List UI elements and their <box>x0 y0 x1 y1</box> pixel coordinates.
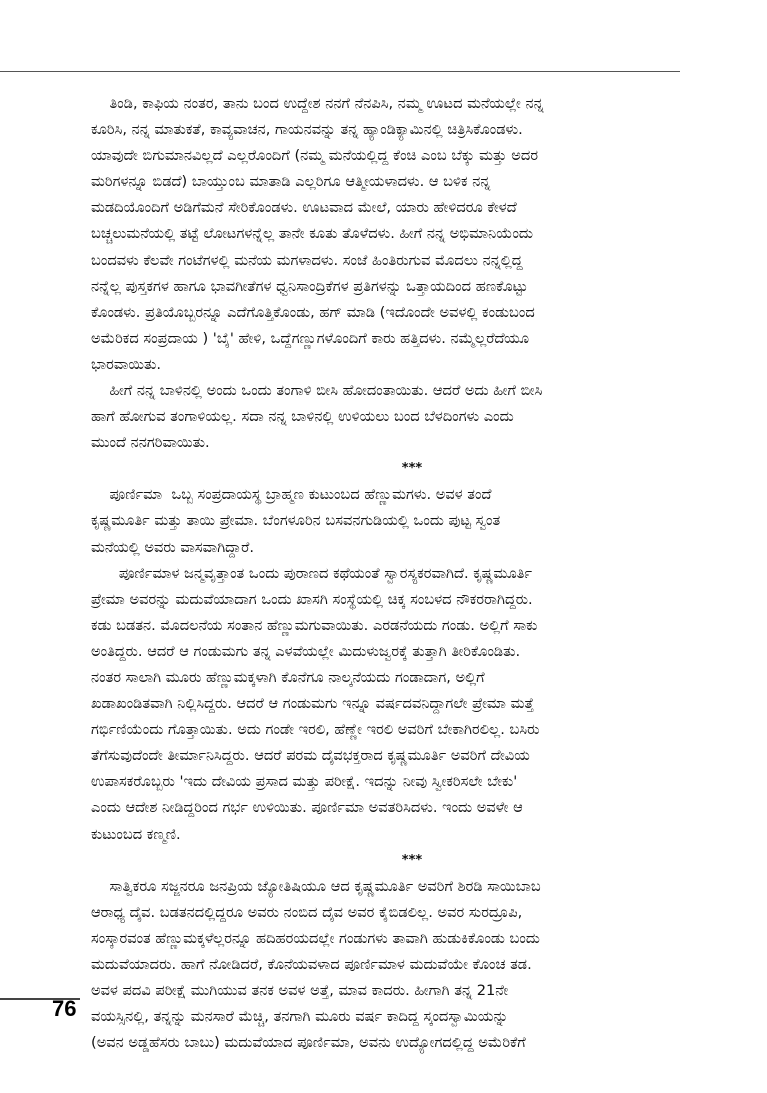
text-line: ಕೊಂಡಳು. ಪ್ರತಿಯೊಬ್ಬರನ್ನೂ ಎದೆಗೊತ್ತಿಕೊಂಡು, ಹಗ್ ಮಾಡಿ (ಇದೊಂದೇ ಅವಳಲ್ಲಿ ಕಂಡುಬಂದ <box>91 303 535 321</box>
text-line: ಪ್ರೇಮಾ ಅವರನ್ನು ಮದುವೆಯಾದಾಗ ಒಂದು ಖಾಸಗಿ ಸಂಸ್ಥೆಯಲ್ಲಿ ಚಿಕ್ಕ ಸಂಬಳದ ನೌಕರರಾಗಿದ್ದರು. <box>91 590 533 608</box>
text-line: ಭಾರವಾಯಿತು. <box>91 355 162 373</box>
text-line: ಆರಾಧ್ಯ ದೈವ. ಬಡತನದಲ್ಲಿದ್ದರೂ ಅವರು ನಂಬಿದ ದೈವ ಅವರ ಕೈಬಿಡಲಿಲ್ಲ. ಅವರ ಸುರದ್ರೂಪಿ, <box>91 903 523 921</box>
text-line: ಹೀಗೆ ನನ್ನ ಬಾಳಿನಲ್ಲಿ ಅಂದು ಒಂದು ತಂಗಾಳಿ ಬೀಸಿ ಹೋದಂತಾಯಿತು. ಆದರೆ ಅದು ಹೀಗೆ ಬೀಸಿ <box>91 382 543 400</box>
text-line: ಪೂರ್ಣಿಮಾ ಒಬ್ಬ ಸಂಪ್ರದಾಯಸ್ಥ ಬ್ರಾಹ್ಮಣ ಕುಟುಂಬದ ಹೆಣ್ಣುಮಗಳು. ಅವಳ ತಂದೆ <box>91 486 492 504</box>
text-line: ಮುಂದೆ ನನಗರಿವಾಯಿತು. <box>91 434 210 452</box>
text-line: ಎಂದು ಆದೇಶ ನೀಡಿದ್ದರಿಂದ ಗರ್ಭ ಉಳಿಯಿತು. ಪೂರ್ಣಿಮಾ ಅವತರಿಸಿದಳು. ಇಂದು ಅವಳೇ ಆ <box>91 799 523 817</box>
text-line: ತಿಂಡಿ, ಕಾಫಿಯ ನಂತರ, ತಾನು ಬಂದ ಉದ್ದೇಶ ನನಗೆ ನೆನಪಿಸಿ, ನಮ್ಮ ಊಟದ ಮನೆಯಲ್ಲೇ ನನ್ನ <box>91 95 544 112</box>
text-line: ಸಂಸ್ಕಾರವಂತ ಹೆಣ್ಣುಮಕ್ಕಳೆಲ್ಲರನ್ನೂ ಹದಿಹರಯದಲ್ಲೇ ಗಂಡುಗಳು ತಾವಾಗಿ ಹುಡುಕಿಕೊಂಡು ಬಂದು <box>91 929 540 947</box>
text-line: ಅಮೆರಿಕದ ಸಂಪ್ರದಾಯ ) 'ಬೈ' ಹೇಳಿ, ಒದ್ದೆಗಣ್ಣುಗಳೊಂದಿಗೆ ಕಾರು ಹತ್ತಿದಳು. ನಮ್ಮೆಲ್ಲರೆದೆಯೂ <box>91 329 530 347</box>
text-line: ವಯಸ್ಸಿನಲ್ಲಿ, ತನ್ನನ್ನು ಮನಸಾರೆ ಮೆಚ್ಚಿ, ತನಗಾಗಿ ಮೂರು ವರ್ಷ ಕಾದಿದ್ದ ಸ್ಕಂದಸ್ವಾಮಿಯನ್ನು <box>91 1008 509 1026</box>
text-line: ಬಂದವಳು ಕೆಲವೇ ಗಂಟೆಗಳಲ್ಲಿ ಮನೆಯ ಮಗಳಾದಳು. ಸಂಜೆ ಹಿಂತಿರುಗುವ ಮೊದಲು ನನ್ನಲ್ಲಿದ್ದ <box>91 251 523 269</box>
section-separator: *** <box>401 852 423 868</box>
text-line: ಕುಟುಂಬದ ಕಣ್ಮಣಿ. <box>91 825 181 843</box>
text-line: ಯಾವುದೇ ಬಿಗುಮಾನವಿಲ್ಲದೆ ಎಲ್ಲರೊಂದಿಗೆ (ನಮ್ಮ ಮನೆಯಲ್ಲಿದ್ದ ಕೆಂಚಿ ಎಂಬ ಬೆಕ್ಕು ಮತ್ತು ಅದರ <box>91 147 539 165</box>
header-rule <box>0 71 680 72</box>
text-line: ಮಡದಿಯೊಂದಿಗೆ ಅಡಿಗೆಮನೆ ಸೇರಿಕೊಂಡಳು. ಊಟವಾದ ಮೇಲೆ, ಯಾರು ಹೇಳಿದರೂ ಕೇಳದೆ <box>91 199 517 217</box>
text-line: ಪೂರ್ಣಿಮಾಳ ಜನ್ಮವೃತ್ತಾಂತ ಒಂದು ಪುರಾಣದ ಕಥೆಯಂತೆ ಸ್ವಾರಸ್ಯಕರವಾಗಿದೆ. ಕೃಷ್ಣಮೂರ್ತಿ <box>91 564 533 582</box>
paragraph <box>91 91 673 378</box>
text-line: ಬಚ್ಚಲುಮನೆಯಲ್ಲಿ ತಟ್ಟೆ ಲೋಟಗಳನ್ನೆಲ್ಲ ತಾನೇ ಕೂತು ತೊಳೆದಳು. ಹೀಗೆ ನನ್ನ ಅಭಿಮಾನಿಯೆಂದು <box>91 225 534 243</box>
text-line: ಸಾತ್ವಿಕರೂ ಸಜ್ಜನರೂ ಜನಪ್ರಿಯ ಜ್ಯೋತಿಷಿಯೂ ಆದ ಕೃಷ್ಣಮೂರ್ತಿ ಅವರಿಗೆ ಶಿರಡಿ ಸಾಯಿಬಾಬ <box>91 877 541 895</box>
text-line: ತೆಗೆಸುವುದೆಂದೇ ತೀರ್ಮಾನಿಸಿದ್ದರು. ಆದರೆ ಪರಮ ದೈವಭಕ್ತರಾದ ಕೃಷ್ಣಮೂರ್ತಿ ಅವರಿಗೆ ದೇವಿಯ <box>91 747 530 765</box>
text-line: ಅಂತಿದ್ದರು. ಆದರೆ ಆ ಗಂಡುಮಗು ತನ್ನ ಎಳವೆಯಲ್ಲೇ ಮಿದುಳುಜ್ವರಕ್ಕೆ ತುತ್ತಾಗಿ ತೀರಿಕೊಂಡಿತು. <box>91 642 521 660</box>
text-line: ನಂತರ ಸಾಲಾಗಿ ಮೂರು ಹೆಣ್ಣುಮಕ್ಕಳಾಗಿ ಕೊನೆಗೂ ನಾಲ್ಕನೆಯದು ಗಂಡಾದಾಗ, ಅಲ್ಲಿಗೆ <box>91 668 485 686</box>
text-line: ಅವಳ ಪದವಿ ಪರೀಕ್ಷೆ ಮುಗಿಯುವ ತನಕ ಅವಳ ಅತ್ತೆ, ಮಾವ ಕಾದರು. ಹೀಗಾಗಿ ತನ್ನ 21ನೇ <box>91 982 509 999</box>
text-line: ಕೂರಿಸಿ, ನನ್ನ ಮಾತುಕತೆ, ಕಾವ್ಯವಾಚನ, ಗಾಯನವನ್ನು ತನ್ನ ಹ್ಯಾಂಡಿಕ್ಯಾಮಿನಲ್ಲಿ ಚಿತ್ರಿಸಿಕೊಂಡಳು. <box>91 121 523 139</box>
section-separator: *** <box>401 461 423 477</box>
text-line: (ಅವನ ಅಡ್ಡಹೆಸರು ಬಾಬು) ಮದುವೆಯಾದ ಪೂರ್ಣಿಮಾ, ಅವನು ಉದ್ಯೋಗದಲ್ಲಿದ್ದ ಅಮೆರಿಕೆಗೆ <box>91 1034 526 1052</box>
text-line: ಹಾಗೆ ಹೋಗುವ ತಂಗಾಳಿಯಲ್ಲ. ಸದಾ ನನ್ನ ಬಾಳಿನಲ್ಲಿ ಉಳಿಯಲು ಬಂದ ಬೆಳದಿಂಗಳು ಎಂದು <box>91 408 514 426</box>
paragraph <box>91 561 673 848</box>
page-body <box>91 91 673 1056</box>
paragraph <box>91 482 673 560</box>
paragraph <box>91 874 673 1057</box>
text-line: ಮದುವೆಯಾದರು. ಹಾಗೆ ನೋಡಿದರೆ, ಕೊನೆಯವಳಾದ ಪೂರ್ಣಿಮಾಳ ಮದುವೆಯೇ ಕೊಂಚ ತಡ. <box>91 955 532 973</box>
paragraph <box>91 378 673 456</box>
text-line: ಕಡು ಬಡತನ. ಮೊದಲನೆಯ ಸಂತಾನ ಹೆಣ್ಣುಮಗುವಾಯಿತು. ಎರಡನೆಯದು ಗಂಡು. ಅಲ್ಲಿಗೆ ಸಾಕು <box>91 616 538 634</box>
page-number: 76 <box>52 996 77 1021</box>
text-line: ಖಡಾಖಂಡಿತವಾಗಿ ನಿಲ್ಲಿಸಿದ್ದರು. ಆದರೆ ಆ ಗಂಡುಮಗು ಇನ್ನೂ ವರ್ಷದವನಿದ್ದಾಗಲೇ ಪ್ರೇಮಾ ಮತ್ತೆ <box>91 695 535 713</box>
text-line: ನನ್ನೆಲ್ಲ ಪುಸ್ತಕಗಳ ಹಾಗೂ ಭಾವಗೀತೆಗಳ ಧ್ವನಿಸಾಂದ್ರಿಕೆಗಳ ಪ್ರತಿಗಳನ್ನು ಒತ್ತಾಯದಿಂದ ಹಣಕೊಟ್ಟು <box>91 277 528 295</box>
text-line: ಮನೆಯಲ್ಲಿ ಅವರು ವಾಸವಾಗಿದ್ದಾರೆ. <box>91 538 255 556</box>
text-line: ಕೃಷ್ಣಮೂರ್ತಿ ಮತ್ತು ತಾಯಿ ಪ್ರೇಮಾ. ಬೆಂಗಳೂರಿನ ಬಸವನಗುಡಿಯಲ್ಲಿ ಒಂದು ಪುಟ್ಟ ಸ್ವಂತ <box>91 512 501 530</box>
text-line: ಮರಿಗಳನ್ನೂ ಬಿಡದೆ) ಬಾಯ್ತುಂಬ ಮಾತಾಡಿ ಎಲ್ಲರಿಗೂ ಆತ್ಮೀಯಳಾದಳು. ಆ ಬಳಿಕ ನನ್ನ <box>91 173 491 191</box>
text-line: ಗರ್ಭಿಣಿಯೆಂದು ಗೊತ್ತಾಯಿತು. ಅದು ಗಂಡೇ ಇರಲಿ, ಹೆಣ್ಣೇ ಇರಲಿ ಅವರಿಗೆ ಬೇಕಾಗಿರಲಿಲ್ಲ. ಬಸಿರು <box>91 721 540 739</box>
text-line: ಉಪಾಸಕರೊಬ್ಬರು 'ಇದು ದೇವಿಯ ಪ್ರಸಾದ ಮತ್ತು ಪರೀಕ್ಷೆ. ಇದನ್ನು ನೀವು ಸ್ವೀಕರಿಸಲೇ ಬೇಕು' <box>91 773 518 791</box>
